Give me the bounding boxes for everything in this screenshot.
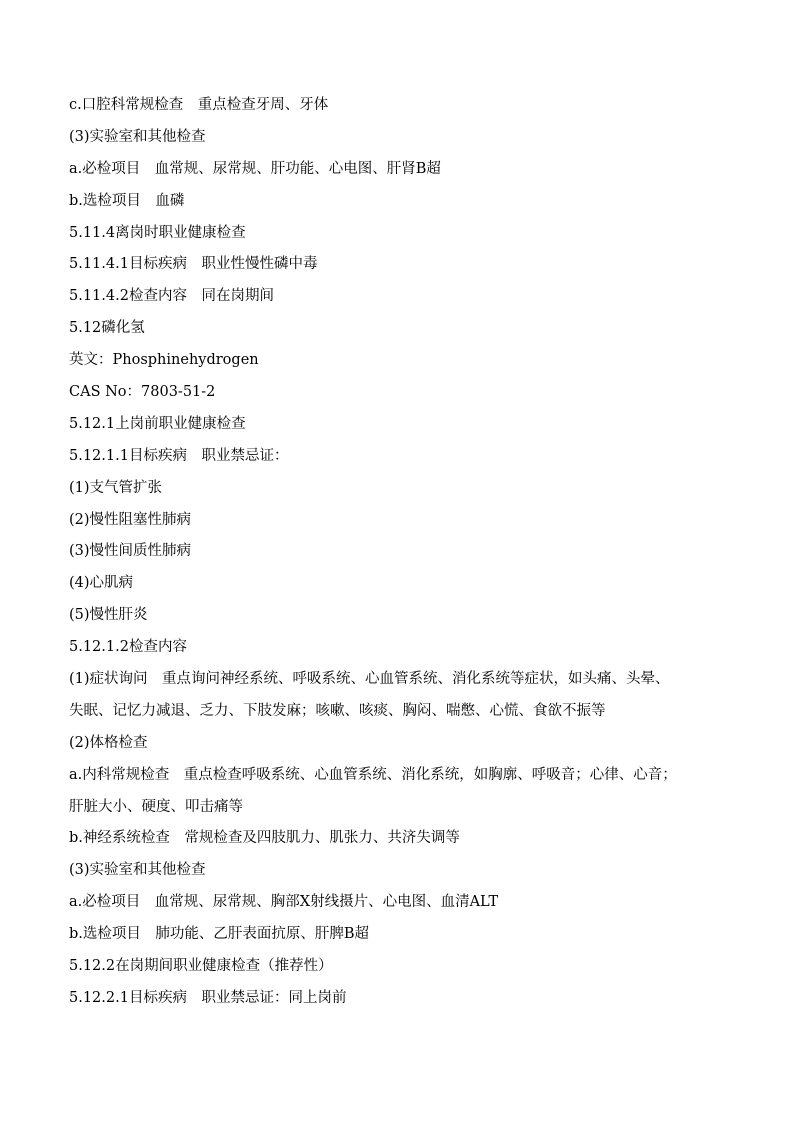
text-line: 5.11.4.1目标疾病 职业性慢性磷中毒 (69, 256, 318, 273)
section-heading: (2)体格检查 (69, 734, 148, 751)
text-line: b.选检项目 肺功能、乙肝表面抗原、肝脾B超 (69, 926, 370, 943)
text-line: 肝脏大小、硬度、叩击痛等 (69, 798, 243, 815)
section-heading: (3)实验室和其他检查 (69, 128, 206, 145)
text-line: CAS No：7803-51-2 (69, 384, 216, 401)
text-line: c.口腔科常规检查 重点检查牙周、牙体 (69, 97, 329, 113)
text-line: 失眠、记忆力减退、乏力、下肢发麻；咳嗽、咳痰、胸闷、喘憋、心慌、食欲不振等 (69, 702, 606, 719)
text-line: (1)症状询问 重点询问神经系统、呼吸系统、心血管系统、消化系统等症状，如头痛、头晕、 (69, 671, 670, 688)
text-line: 5.12.1.1目标疾病 职业禁忌证： (69, 447, 289, 464)
text-line: a.必检项目 血常规、尿常规、胸部X射线摄片、心电图、血清ALT (69, 894, 499, 911)
text-line: 英文：Phosphinehydrogen (69, 352, 259, 369)
section-heading: (3)实验室和其他检查 (69, 862, 206, 879)
list-item: (5)慢性肝炎 (69, 607, 148, 624)
document-body (69, 94, 729, 1019)
list-item: (4)心肌病 (69, 575, 134, 592)
section-heading: 5.12.1上岗前职业健康检查 (69, 415, 246, 432)
list-item: (1)支气管扩张 (69, 479, 163, 496)
text-line: 5.11.4.2检查内容 同在岗期间 (69, 288, 274, 305)
section-heading: 5.12.2在岗期间职业健康检查（推荐性） (69, 958, 333, 975)
text-line: 5.12.2.1目标疾病 职业禁忌证：同上岗前 (69, 989, 347, 1006)
list-item: (3)慢性间质性肺病 (69, 543, 192, 560)
text-line: b.神经系统检查 常规检查及四肢肌力、肌张力、共济失调等 (69, 830, 460, 847)
text-line: a.内科常规检查 重点检查呼吸系统、心血管系统、消化系统，如胸廓、呼吸音；心律、心音； (69, 766, 677, 783)
section-heading: 5.12磷化氢 (69, 320, 145, 337)
list-item: (2)慢性阻塞性肺病 (69, 511, 192, 528)
section-heading: 5.11.4离岗时职业健康检查 (69, 224, 246, 241)
text-line: a.必检项目 血常规、尿常规、肝功能、心电图、肝肾B超 (69, 160, 441, 177)
text-line: b.选检项目 血磷 (69, 192, 185, 209)
section-heading: 5.12.1.2检查内容 (69, 639, 187, 656)
